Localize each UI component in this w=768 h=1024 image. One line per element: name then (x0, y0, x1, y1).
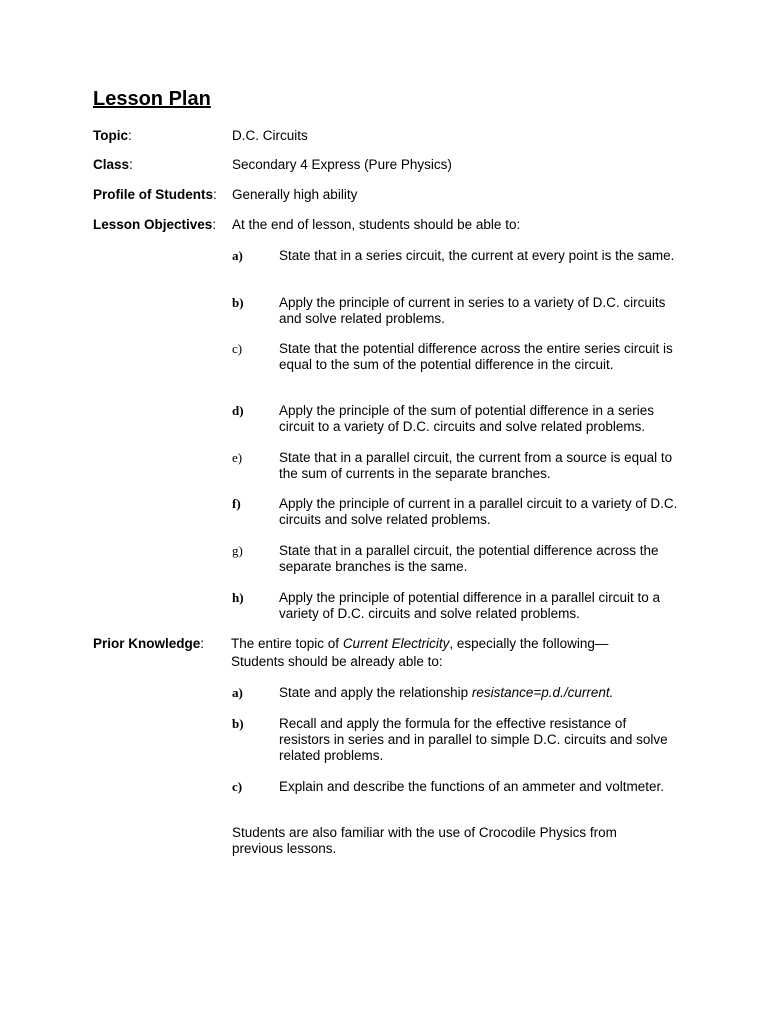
profile-label: Profile of Students: (93, 187, 217, 202)
objective-text: Apply the principle of potential difference in a parallel circuit to a variety of D.C. circuits and solve related problems. (279, 590, 660, 621)
objectives-intro: At the end of lesson, students should be able to: (232, 217, 521, 232)
list-marker: f) (232, 496, 241, 511)
objective-text: State that in a series circuit, the current at every point is the same. (279, 248, 675, 263)
prior-item-text: Explain and describe the functions of an ammeter and voltmeter. (279, 779, 664, 794)
list-marker: a) (232, 248, 243, 263)
objective-text: Apply the principle of current in series to a variety of D.C. circuits and solve related problems. (279, 295, 666, 326)
objective-text: State that in a parallel circuit, the current from a source is equal to the sum of currents in the separate branches. (279, 450, 673, 481)
list-marker: a) (232, 685, 243, 700)
list-marker: e) (232, 450, 243, 465)
class-label: Class: (93, 157, 133, 172)
prior-item-text: Recall and apply the formula for the effective resistance of resistors in series and in parallel to simple D.C. circuits and solve related problems. (279, 716, 668, 763)
list-marker: b) (232, 716, 244, 731)
list-marker: c) (232, 341, 243, 356)
list-marker: d) (232, 403, 244, 418)
objective-text: Apply the principle of current in a parallel circuit to a variety of D.C. circuits and solve related problems. (279, 496, 678, 527)
closing-paragraph: Students are also familiar with the use of Crocodile Physics from previous lessons. (232, 825, 617, 856)
prior-knowledge-label: Prior Knowledge: (93, 636, 205, 651)
objective-text: State that the potential difference across the entire series circuit is equal to the sum of the potential difference in the circuit. (279, 341, 673, 372)
list-marker: c) (232, 779, 243, 794)
profile-value: Generally high ability (232, 187, 358, 202)
prior-item-text: State and apply the relationship resistance=p.d./current. (279, 685, 614, 700)
objective-text: State that in a parallel circuit, the potential difference across the separate branches is the same. (279, 543, 659, 574)
topic-value: D.C. Circuits (232, 128, 308, 143)
objectives-label: Lesson Objectives: (93, 217, 217, 232)
page-title: Lesson Plan (93, 88, 211, 110)
objective-text: Apply the principle of the sum of potential difference in a series circuit to a variety of D.C. circuits and solve related problems. (279, 403, 654, 434)
prior-knowledge-line2: Students should be already able to: (231, 654, 443, 669)
topic-label: Topic: (93, 128, 132, 143)
list-marker: h) (232, 590, 244, 605)
list-marker: g) (232, 543, 243, 558)
class-value: Secondary 4 Express (Pure Physics) (232, 157, 452, 172)
list-marker: b) (232, 295, 244, 310)
prior-knowledge-line1: The entire topic of Current Electricity, especially the following— (231, 636, 609, 651)
